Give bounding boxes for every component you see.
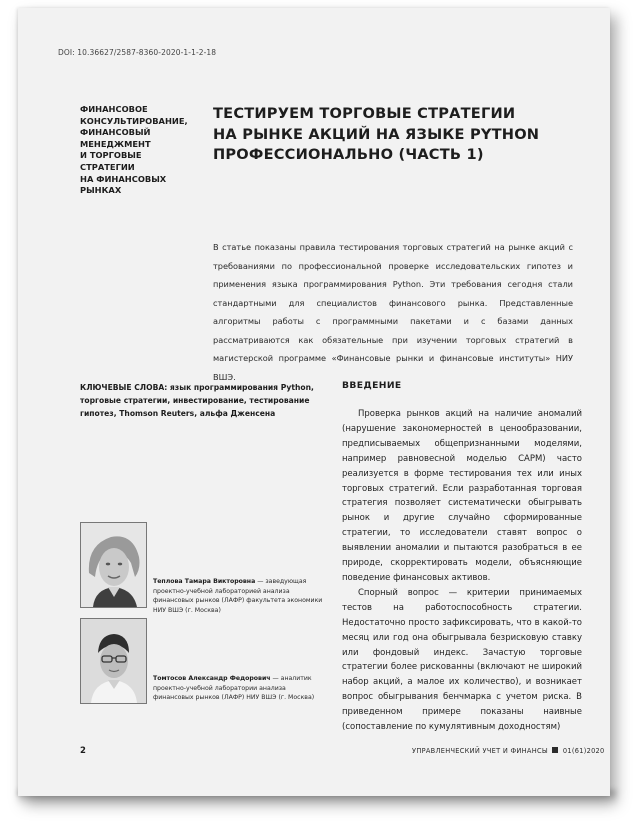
rubric-line: РЫНКАХ bbox=[80, 185, 122, 196]
article-abstract: В статье показаны правила тестирования торговых стратегий на рынке акций с требованиями по профессиональной проверке исследовательских гипотез и применения языка программирования Python. Эти требования сегодня стали стандартными для специалистов финансового рынка. Представленные алгоритмы работы с программными пакетами и с базами данных рассматриваются как обязательные при изучении торговых стратегий в магистерской программе «Финансовые рынки и финансовые институты» НИУ ВШЭ. bbox=[213, 242, 573, 382]
page-number: 2 bbox=[80, 746, 86, 756]
body-paragraph: Проверка рынков акций на наличие аномалий (нарушение закономерностей в ценообразовании, предписываемых общепризнанными моделями, например равновесной моделью CAPM) часто реализуется в форме тестирования тех или иных торговых стратегий. Если разработанная торговая стратегия позволяет систематически обыгрывать рынок и другие случайно сформированные стратегии, то исследователи ставят вопрос о выявлении аномалии и пытаются разобраться в ее природе, скорректировать модели, объясняющие поведение финансовых активов. bbox=[342, 409, 582, 583]
author-name: Томтосов Александр Федорович bbox=[153, 675, 271, 682]
author-portrait-image bbox=[81, 523, 146, 607]
title-line: НА РЫНКЕ АКЦИЙ НА ЯЗЫКЕ PYTHON bbox=[213, 125, 540, 143]
article-title bbox=[213, 104, 573, 166]
author-description: — заведующая проектно-учебной лабораторией анализа финансовых рынков (ЛАФР) факультета экономики НИУ ВШЭ (г. Москва) bbox=[153, 578, 323, 614]
rubric-line: И ТОРГОВЫЕ СТРАТЕГИИ bbox=[80, 150, 142, 172]
author-info bbox=[153, 674, 323, 703]
body-paragraph: Спорный вопрос — критерии принимаемых тестов на работоспособность стратегии. Недостаточно просто зафиксировать, что в какой-то месяц или год она обыгрывала безрисковую ставку или фондовый индекс. Зачастую торговые стратегии более рискованны (включают не широкий набор акций, а малое их количество), и возникает вопрос обыгрывания бенчмарка с учетом риска. В приведенном примере показаны наивные (сопоставление по кумулятивным доходностям) bbox=[342, 587, 582, 733]
journal-name: УПРАВЛЕНЧЕСКИЙ УЧЕТ И ФИНАНСЫ bbox=[412, 747, 549, 755]
title-line: ТЕСТИРУЕМ ТОРГОВЫЕ СТРАТЕГИИ bbox=[213, 105, 516, 122]
journal-footer bbox=[412, 747, 605, 755]
author-info bbox=[153, 577, 323, 615]
section-heading: ВВЕДЕНИЕ bbox=[342, 380, 402, 391]
body-text bbox=[342, 407, 582, 735]
rubric-line: ФИНАНСОВЫЙ bbox=[80, 127, 151, 138]
rubric-line: МЕНЕДЖМЕНТ bbox=[80, 138, 151, 149]
author-name: Теплова Тамара Викторовна bbox=[153, 578, 256, 585]
title-line: ПРОФЕССИОНАЛЬНО (ЧАСТЬ 1) bbox=[213, 146, 484, 164]
keywords: КЛЮЧЕВЫЕ СЛОВА: язык программирования Python, торговые стратегии, инвестирование, тестирование гипотез, Thomson Reuters, альфа Дженсена bbox=[80, 383, 314, 418]
rubric-line: КОНСУЛЬТИРОВАНИЕ, bbox=[80, 115, 188, 126]
author-photo bbox=[80, 522, 147, 608]
rubric-line: ФИНАНСОВОЕ bbox=[80, 104, 148, 114]
author-description: — аналитик проектно-учебной лаборатории анализа финансовых рынков (ЛАФР) НИУ ВШЭ (г. Москва) bbox=[153, 675, 315, 702]
rubric-line: НА ФИНАНСОВЫХ bbox=[80, 173, 167, 184]
rubric-label bbox=[80, 104, 198, 197]
journal-issue: 01(61)2020 bbox=[562, 747, 605, 755]
author-photo bbox=[80, 618, 147, 704]
doi-line: DOI: 10.36627/2587-8360-2020-1-1-2-18 bbox=[58, 48, 217, 57]
square-bullet-icon bbox=[552, 747, 558, 753]
author-portrait-image bbox=[81, 619, 146, 703]
